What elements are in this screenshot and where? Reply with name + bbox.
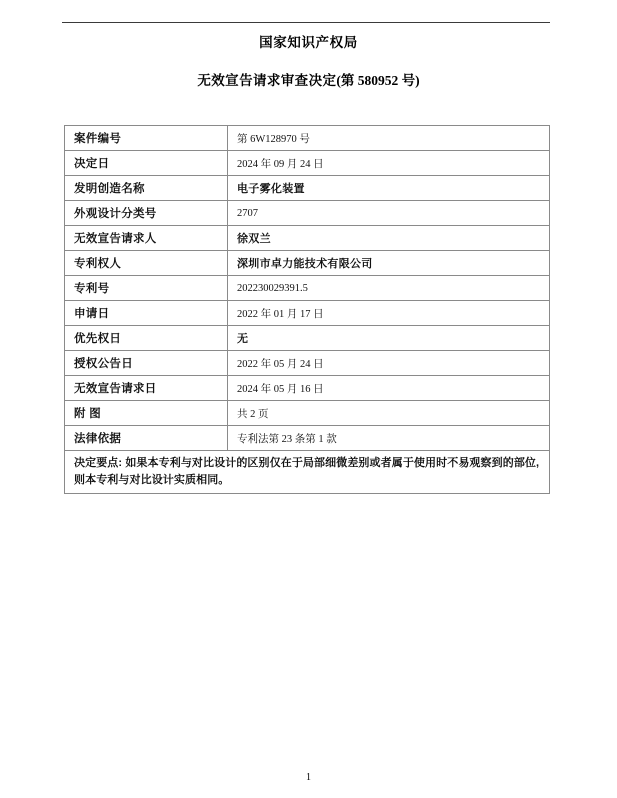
row-value: 2022 年 05 月 24 日	[228, 351, 550, 376]
row-value: 2024 年 05 月 16 日	[228, 376, 550, 401]
table-row	[65, 326, 550, 351]
issuing-organization: 国家知识产权局	[259, 35, 358, 50]
table-row	[65, 251, 550, 276]
table-row	[65, 176, 550, 201]
row-label: 决定日	[65, 151, 228, 176]
case-info-body	[65, 126, 550, 494]
row-label: 专利权人	[65, 251, 228, 276]
row-value: 202230029391.5	[228, 276, 550, 301]
table-row	[65, 276, 550, 301]
row-label: 专利号	[65, 276, 228, 301]
table-row	[65, 401, 550, 426]
page-number: 1	[306, 772, 311, 783]
row-value: 电子雾化装置	[228, 176, 550, 201]
row-value: 专利法第 23 条第 1 款	[228, 426, 550, 451]
decision-summary: 决定要点: 如果本专利与对比设计的区别仅在于局部细微差别或者属于使用时不易观察到的部位, 则本专利与对比设计实质相同。	[65, 451, 550, 494]
row-label: 无效宣告请求人	[65, 226, 228, 251]
row-label: 授权公告日	[65, 351, 228, 376]
case-info-table	[64, 125, 550, 494]
row-label: 案件编号	[65, 126, 228, 151]
table-row	[65, 351, 550, 376]
row-label: 外观设计分类号	[65, 201, 228, 226]
table-row	[65, 426, 550, 451]
table-row	[65, 151, 550, 176]
row-value: 2707	[228, 201, 550, 226]
table-row-summary	[65, 451, 550, 494]
row-label: 优先权日	[65, 326, 228, 351]
row-value: 徐双兰	[228, 226, 550, 251]
row-label: 无效宣告请求日	[65, 376, 228, 401]
table-row	[65, 226, 550, 251]
row-value: 深圳市卓力能技术有限公司	[228, 251, 550, 276]
row-label: 发明创造名称	[65, 176, 228, 201]
table-row	[65, 376, 550, 401]
table-row	[65, 126, 550, 151]
table-row	[65, 201, 550, 226]
page-title-text: 无效宣告请求审查决定	[197, 73, 337, 88]
row-value: 2022 年 01 月 17 日	[228, 301, 550, 326]
header-divider	[62, 22, 550, 23]
row-label: 附 图	[65, 401, 228, 426]
row-label: 申请日	[65, 301, 228, 326]
page-title	[0, 69, 617, 89]
decision-number: (第 580952 号)	[336, 73, 420, 88]
row-value: 第 6W128970 号	[228, 126, 550, 151]
table-row	[65, 301, 550, 326]
row-value: 2024 年 09 月 24 日	[228, 151, 550, 176]
row-value: 共 2 页	[228, 401, 550, 426]
row-label: 法律依据	[65, 426, 228, 451]
row-value: 无	[228, 326, 550, 351]
